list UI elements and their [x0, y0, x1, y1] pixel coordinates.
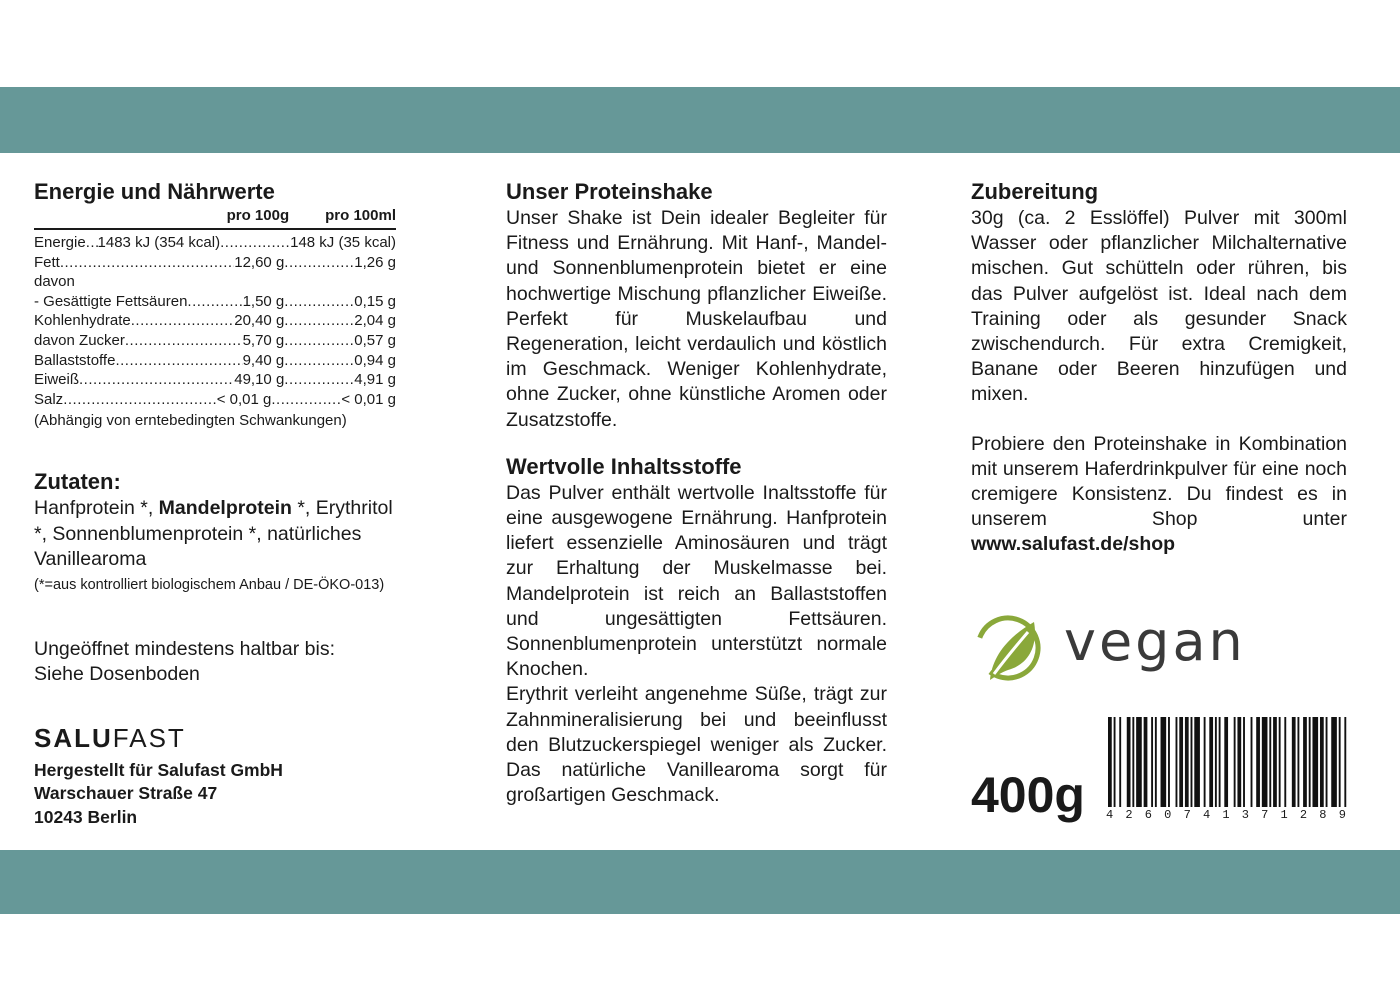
ingredients-bold: Mandelprotein [158, 497, 292, 520]
shelf-life [34, 637, 396, 687]
preparation-title: Zubereitung [971, 179, 1099, 204]
value-per-100g: 1483 kJ (354 kcal) [97, 234, 221, 251]
barcode-bar [1309, 717, 1311, 807]
middle-column [506, 178, 887, 808]
barcode-bar [1262, 717, 1268, 807]
barcode-bar [1326, 717, 1328, 807]
vegan-label: vegan [1064, 610, 1246, 673]
barcode-digit: 8 [1319, 808, 1327, 822]
value-per-100g: 20,40 g [234, 312, 285, 330]
dot-leader [284, 311, 354, 331]
nutrient-label: Fett [34, 253, 60, 271]
value-per-100g: 5,70 g [242, 331, 285, 349]
barcode-digit: 2 [1299, 808, 1308, 822]
nutrition-row [34, 253, 396, 273]
bottom-color-band [0, 850, 1400, 914]
address-line-3: 10243 Berlin [34, 806, 138, 827]
brand-normal: FAST [112, 722, 186, 753]
brand-bold: SALU [34, 722, 113, 753]
value-per-100ml: 1,26 g [354, 253, 396, 271]
barcode-digit: 2 [1125, 808, 1133, 822]
nutrient-label: davon [34, 273, 75, 291]
ingredients-part-2: *, Erythritol *, Sonnenblumenprotein *, natürliches Vanillearoma [34, 497, 393, 571]
barcode-bar [1215, 717, 1217, 807]
barcode-bar [1279, 717, 1281, 807]
value-per-100ml: 4,91 g [354, 371, 396, 389]
value-per-100g: 1,50 g [242, 292, 285, 310]
barcode-digit: 1 [1280, 808, 1288, 822]
dot-leader [125, 331, 243, 351]
barcode-bar [1114, 717, 1116, 807]
barcode-digit: 3 [1241, 808, 1249, 822]
barcode-bar [1269, 717, 1271, 807]
nutrition-row [34, 370, 396, 390]
barcode-bar [1237, 717, 1241, 807]
barcode-bar [1179, 717, 1183, 807]
barcode-bar [1136, 717, 1142, 807]
top-color-band [0, 87, 1400, 153]
nutrient-label: Ballaststoffe [34, 351, 116, 369]
nutrient-label: - Gesättigte Fettsäuren [34, 292, 188, 310]
nutrition-row [34, 233, 396, 253]
net-weight: 400g [971, 767, 1085, 823]
nutrient-label: davon Zucker [34, 331, 125, 349]
barcode-bar [1234, 717, 1236, 807]
barcode-digit: 9 [1338, 808, 1346, 822]
ingredients-note: (*=aus kontrolliert biologischem Anbau / DE-ÖKO-013) [34, 576, 385, 593]
leaf-icon [972, 608, 1054, 690]
contents-text-1: Das Pulver enthält wertvolle Inaltsstoffe für eine ausgewogene Ernährung. Hanfprotein liefert essenzielle Aminosäuren und trägt zur Erhaltung der Muskelmasse bei. Mandelprotein ist reich an Ballaststoffen und ungesättigten Fettsäuren. Sonnenblumenprotein unterstützt normale Knochen. [506, 481, 887, 681]
barcode-bar [1191, 717, 1193, 807]
dot-leader [63, 390, 217, 410]
shelf-life-line-1: Ungeöffnet mindestens haltbar bis: [34, 637, 335, 660]
barcode-bar [1151, 717, 1153, 807]
barcode-bar [1155, 717, 1157, 807]
barcode-bar [1273, 717, 1277, 807]
barcode-digit: 4 [1106, 808, 1114, 822]
barcode-bar [1256, 717, 1260, 807]
nutrient-label: Kohlenhydrate [34, 312, 131, 330]
dot-leader [284, 253, 354, 273]
nutrition-row [34, 292, 396, 312]
value-per-100ml: 2,04 g [354, 312, 396, 330]
shelf-life-line-2: Siehe Dosenboden [34, 662, 200, 685]
barcode-bar [1168, 717, 1170, 807]
nutrition-row [34, 390, 396, 410]
left-column [34, 178, 396, 829]
dot-leader [79, 370, 234, 390]
barcode-bar [1331, 717, 1337, 807]
value-per-100g: 9,40 g [242, 351, 285, 369]
barcode-bar [1144, 717, 1148, 807]
barcode-bar [1224, 717, 1228, 807]
barcode-bar [1161, 717, 1167, 807]
barcode-bar [1204, 717, 1206, 807]
manufacturer-address [34, 759, 396, 830]
value-per-100g: < 0,01 g [216, 390, 272, 408]
ingredients-part-1: Hanfprotein *, [34, 497, 159, 520]
shop-url: www.salufast.de/shop [971, 533, 1176, 556]
right-column [971, 178, 1347, 558]
ingredients-title: Zutaten: [34, 469, 121, 495]
nutrition-row [34, 331, 396, 351]
barcode-bar [1209, 717, 1213, 807]
barcode-bar [1320, 717, 1324, 807]
value-per-100ml: 0,15 g [354, 292, 396, 310]
barcode-bar [1292, 717, 1296, 807]
nutrition-row [34, 351, 396, 371]
dot-leader [60, 253, 234, 273]
shake-text: Unser Shake ist Dein idealer Begleiter für Fitness und Ernährung. Mit Hanf-, Mandel- und Sonnenblumenprotein bietet er eine hochwertige Mischung pflanzlicher Eiweiße. Perfekt für Muskelaufbau und Regeneration, leicht verdaulich und köstlich im Geschmack. Weniger Kohlenhydrate, ohne Zucker, ohne künstliche Aromen oder Zusatzstoffe. [506, 207, 887, 431]
barcode-bar [1132, 717, 1134, 807]
contents-title: Wertvolle Inhaltsstoffe [506, 453, 742, 479]
barcode-bar [1243, 717, 1245, 807]
brand-logo [34, 723, 396, 753]
barcode-bar [1176, 717, 1178, 807]
nutrition-note: (Abhängig von erntebedingten Schwankungen) [34, 412, 347, 430]
dot-leader [284, 292, 354, 312]
dot-leader [131, 311, 234, 331]
shake-title: Unser Proteinshake [506, 179, 713, 204]
nutrition-header [34, 206, 396, 230]
nutrition-row [34, 272, 396, 292]
barcode-digit: 7 [1183, 808, 1191, 822]
barcode-bar [1119, 717, 1121, 807]
barcode-bar [1303, 717, 1307, 807]
dot-leader [86, 233, 98, 253]
barcode-digits [1106, 808, 1346, 822]
nutrient-label: Salz [34, 390, 64, 408]
nutrition-row [34, 311, 396, 331]
barcode-bar [1312, 717, 1318, 807]
value-per-100ml: 0,94 g [354, 351, 396, 369]
dot-leader [220, 233, 290, 253]
barcode-bar [1108, 717, 1112, 807]
nutrient-label: Eiweiß [34, 371, 80, 389]
vegan-badge [972, 608, 1246, 690]
dot-leader [115, 351, 242, 371]
value-per-100ml: 0,57 g [354, 331, 396, 349]
contents-text-2: Erythrit verleiht angenehme Süße, trägt zur Zahnmineralisierung bei und beeinflusst den Blutzuckerspiegel weniger als Zucker. Das natürliche Vanillearoma sorgt für großartigen Geschmack. [506, 683, 887, 807]
ingredients-text [34, 496, 396, 573]
nutrition-rows [34, 233, 396, 409]
barcode-bar [1297, 717, 1299, 807]
nutrition-title: Energie und Nährwerte [34, 179, 275, 204]
per-100ml-header: pro 100ml [325, 207, 396, 224]
value-per-100ml: 148 kJ (35 kcal) [290, 234, 396, 251]
barcode-bar [1344, 717, 1346, 807]
dot-leader [284, 351, 354, 371]
barcode-bar [1219, 717, 1221, 807]
barcode-bar [1127, 717, 1131, 807]
value-per-100g: 12,60 g [234, 253, 285, 271]
barcode-bar [1185, 717, 1189, 807]
barcode-bar [1339, 717, 1341, 807]
barcode-digit: 4 [1202, 808, 1211, 822]
dot-leader [284, 331, 354, 351]
preparation-text: 30g (ca. 2 Esslöffel) Pulver mit 300ml Wasser oder pflanzlicher Milchalternative mischen. Gut schütteln oder rühren, bis das Pulver aufgelöst ist. Ideal nach dem Training oder als gesunder Snack zwischendurch. Für extra Cremigkeit, Banane oder Beeren hinzufügen und mixen. [971, 207, 1347, 406]
combo-text [971, 432, 1347, 558]
combo-text-body: Probiere den Proteinshake in Kombination mit unserem Haferdrinkpulver für eine noch cremigere Konsistenz. Du findest es in unserem Shop unter [971, 432, 1347, 531]
per-100g-header: pro 100g [226, 207, 290, 224]
contents-section [506, 453, 887, 809]
value-per-100ml: < 0,01 g [341, 390, 396, 408]
barcode-bar [1284, 717, 1286, 807]
barcode-digit: 7 [1261, 808, 1269, 822]
dot-leader [271, 390, 341, 410]
address-line-1: Hergestellt für Salufast GmbH [34, 759, 283, 780]
barcode-digit: 6 [1144, 808, 1152, 822]
barcode-digit: 0 [1164, 808, 1172, 822]
nutrient-label: Energie [34, 234, 86, 251]
barcode-bar [1251, 717, 1253, 807]
address-line-2: Warschauer Straße 47 [34, 783, 218, 804]
value-per-100g: 49,10 g [234, 371, 285, 389]
barcode-bar [1194, 717, 1200, 807]
barcode-digit: 1 [1222, 808, 1230, 822]
dot-leader [187, 292, 242, 312]
dot-leader [284, 370, 354, 390]
